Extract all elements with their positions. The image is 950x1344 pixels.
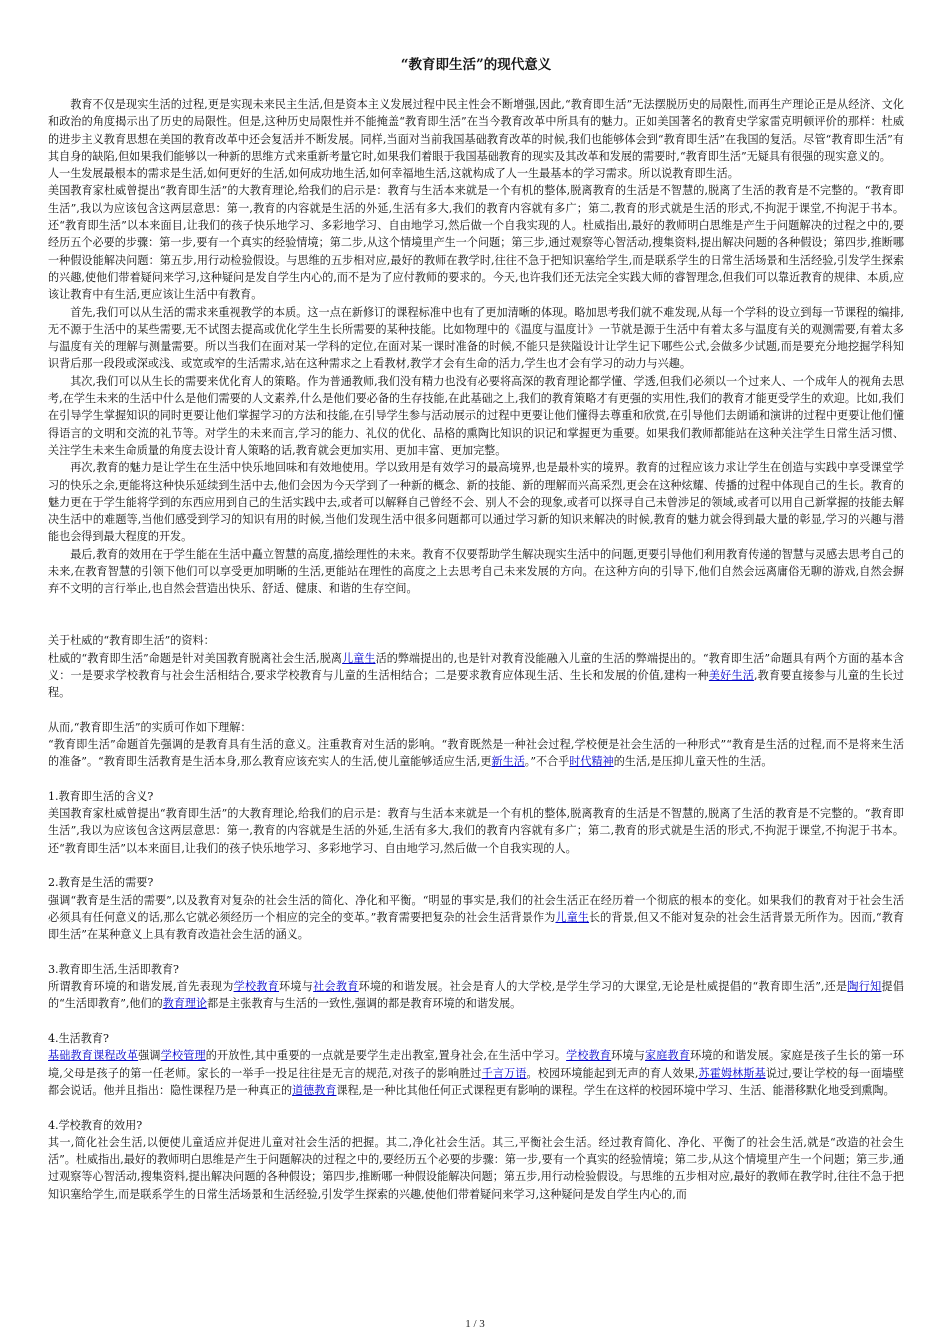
q1-body: 美国教育家杜威曾提出“教育即生活”的大教育理论,给我们的启示是：教育与生活本来就是一个有机的整体,脱离教育的生活是不智慧的,脱离了生活的教育是不完整的。“教育即生活”,我以为应该包含这两层意思：第一,教育的内容就是生活的外延,生活有多大,我们的教育内容就有多广；第二,教育的形式就是生活的形式,不拘泥于课堂,不拘泥于书本。还“教育即生活”以本来面目,让我们的孩子快乐地学习、多彩地学习、自由地学习,然后做一个自我实现的人。 (48, 807, 904, 855)
reference-heading: 关于杜威的“教育即生活”的资料： (48, 634, 215, 648)
q4-body: 基础教育课程改革强调学校管理的开放性,其中重要的一点就是要学生走出教室,置身社会,在生活中学习。学校教育环境与家庭教育环境的和谐发展。家庭是孩子生长的第一环境,父母是孩子的第一任老师。家长的一举手一投足往往是无言的规范,对孩子的影响胜过千言万语。校园环境能起到无声的育人效果,苏霍姆林斯基说过,要让学校的每一面墙壁都会说话。他并且指出：隐性课程乃是一种真正的道德教育课程,是一种比其他任何正式课程更有影响的课程。学生在这样的校园环境中学习、生活、能潜移默化地受到熏陶。 (48, 1049, 904, 1097)
body-paragraph-intro: 教育不仅是现实生活的过程,更是实现未来民主生活,但是资本主义发展过程中民主性会不断增强,因此,“教育即生活”无法摆脱历史的局限性,而再生产理论正是从经济、文化和政治的角度揭示出了历史的局限性。但是,这种历史局限性并不能掩盖“教育即生活”在当今教育改革中所具有的魅力。正如美国著名的教育史学家雷克明顿评价的那样：杜威的进步主义教育思想在美国的教育改革中还会复活并不断发展。同样,当面对当前我国基础教育改革的时候,我们也能够体会到“教育即生活”在我国的复活。尽管“教育即生活”有其自身的缺陷,但如果我们能够以一种新的思维方式来重新考量它时,如果我们着眼于我国基础教育的现实及其改革和发展的需要时,“教育即生活”无疑具有很强的现实意义的。 (48, 98, 904, 163)
link-school-management[interactable]: 学校管理 (160, 1049, 206, 1063)
link-new-life[interactable]: 新生活 (491, 755, 525, 769)
page-number: 1 / 3 (465, 1318, 485, 1330)
link-tao-xingzhi[interactable]: 陶行知 (847, 980, 882, 994)
body-paragraph-dewey: 美国教育家杜威曾提出“教育即生活”的大教育理论,给我们的启示是：教育与生活本来就是一个有机的整体,脱离教育的生活是不智慧的,脱离了生活的教育是不完整的。“教育即生活”,我以为应该包含这两层意思：第一,教育的内容就是生活的外延,生活有多大,我们的教育内容就有多广；第二,教育的形式就是生活的形式,不拘泥于课堂,不拘泥于书本。还“教育即生活”以本来面目,让我们的孩子快乐地学习、多彩地学习、自由地学习,然后做一个自我实现的人。杜威指出,最好的教师明白思维是产生于问题解决的过程之中的,要经历五个必要的步骤：第一步,要有一个真实的经验情境；第二步,从这个情境里产生一个问题；第三步,通过观察等心智活动,搜集资料,提出解决问题的各种假设；第四步,推断哪一种假设能解决问题：第五步,用行动检验假设。与思维的五步相对应,最好的教师在教学时,往往不急于把知识塞给学生,而是联系学生的日常生活场景和生活经验,引发学生探索的兴趣,使他们带着疑问来学习,这种疑问是发自学生内心的,而不是为了应付教师的要求的。今天,也许我们还无法完全实践大师的睿智理念,但我们可以靠近教育的规律、本质,应该让教育中有生活,更应该让生活中有教育。 (48, 184, 904, 302)
essence-paragraph: “教育即生活”命题首先强调的是教育具有生活的意义。注重教育对生活的影响。“教育既然是一种社会过程,学校便是社会生活的一种形式”“教育是生活的过程,而不是将来生活的准备”。“教育即生活教育是生活本身,那么教育应该充实人的生活,使儿童能够适应生活,更新生活。”不合乎时代精神的生活,是压抑儿童天性的生活。 (48, 737, 904, 769)
link-good-life[interactable]: 美好生活 (708, 668, 754, 682)
body-paragraph-second: 其次,我们可以从生长的需要来优化育人的策略。作为普通教师,我们没有精力也没有必要将高深的教育理论都学懂、学透,但我们必须以一个过来人、一个成年人的视角去思考,在学生未来的生活中什么是他们需要的人文素养,什么是他们要必备的生存技能,在此基础之上,我们的教育策略才有更强的实用性,我们的教育才能更受学生的欢迎。比如,我们在引导学生掌握知识的同时更要让他们掌握学习的方法和技能,在引导学生参与活动展示的过程中更要让他们懂得去尊重和欣赏,在引导他们去朗诵和演讲的过程中更要让他们懂得语言的文明和交流的礼节等。对学生的未来而言,学习的能力、礼仪的优化、品格的熏陶比知识的识记和掌握更为重要。如果我们教师都能站在这种关注学生日常生活习惯、关注学生未来生命质量的角度去设计育人策略的话,教育就会更加实用、更加丰富、更加完整。 (48, 374, 904, 457)
q5-heading: 4.学校教育的效用? (48, 1118, 143, 1132)
document-page (48, 0, 904, 1344)
link-sukhomlinsky[interactable]: 苏霍姆林斯基 (698, 1066, 766, 1080)
link-education-theory[interactable]: 教育理论 (162, 997, 208, 1011)
q3-heading: 3.教育即生活,生活即教育? (48, 962, 179, 976)
reference-paragraph: 杜威的“教育即生活”命题是针对美国教育脱离社会生活,脱离儿童生活的弊端提出的,也是针对教育没能融入儿童的生活的弊端提出的。“教育即生活”命题具有两个方面的基本含义：一是要求学校教育与社会生活相结合,要求学校教育与儿童的生活相结合；二是要求教育应体现生活、生长和发展的价值,建构一种美好生活,教育要直接参与儿童的生长过程。 (48, 651, 904, 700)
q2-heading: 2.教育是生活的需要? (48, 876, 154, 890)
link-spirit-of-times[interactable]: 时代精神 (569, 755, 614, 769)
link-child-growth-2[interactable]: 儿童生 (555, 910, 590, 924)
link-curriculum-reform[interactable]: 基础教育课程改革 (48, 1049, 139, 1063)
q2-body: 强调“教育是生活的需要”,以及教育对复杂的社会生活的简化、净化和平衡。“明显的事实是,我们的社会生活正在经历着一个彻底的根本的变化。如果我们的教育对于社会生活必须具有任何意义的话,那么它就必须经历一个相应的完全的变革。”教育需要把复杂的社会生活背景作为儿童生长的背景,但又不能对复杂的社会生活背景无所作为。因而,“教育即生活”在某种意义上具有教育改造社会生活的涵义。 (48, 893, 904, 942)
essence-heading: 从而,“教育即生活”的实质可作如下理解： (48, 720, 252, 734)
q4-heading: 4.生活教育? (48, 1032, 109, 1046)
link-moral-education[interactable]: 道德教育 (292, 1083, 337, 1097)
link-thousand-words[interactable]: 千言万语 (481, 1066, 527, 1080)
link-family-education[interactable]: 家庭教育 (645, 1049, 691, 1063)
link-social-education[interactable]: 社会教育 (313, 980, 359, 994)
body-paragraph-third: 再次,教育的魅力是让学生在生活中快乐地回味和有效地使用。学以致用是有效学习的最高境界,也是最朴实的境界。教育的过程应该力求让学生在创造与实践中享受课堂学习的快乐之余,更能将这种快乐延续到生活中去,他们会因为今天学到了一种新的概念、新的技能、新的理解而兴高采烈,更会在这种炫耀、传播的过程中体现自己的生长。教育的魅力更在于学生能将学到的东西应用到自己的生活实践中去,或者可以解释自己曾经不会、别人不会的现象,或者可以探寻自己未曾涉足的领域,或者可以用自己新掌握的技能去解决生活中的难题等,当他们感受到学习的知识有用的时候,当他们发现生活中很多问题都可以通过学习新的知识来解决的时候,教育的魅力就会得到最大量的彰显,学习的兴趣与潜能也会得到最大程度的开发。 (48, 461, 904, 544)
link-school-education-2[interactable]: 学校教育 (566, 1049, 612, 1063)
body-paragraph-need: 人一生发展最根本的需求是生活,如何更好的生活,如何成功地生活,如何幸福地生活,这就构成了人一生最基本的学习需求。所以说教育即生活。 (48, 167, 739, 181)
q5-body: 其一,简化社会生活,以便使儿童适应并促进儿童对社会生活的把握。其二,净化社会生活。其三,平衡社会生活。经过教育简化、净化、平衡了的社会生活,就是“改造的社会生活”。杜威指出,最好的教师明白思维是产生于问题解决的过程之中的,要经历五个必要的步骤：第一步,要有一个真实的经验情境；第二步,从这个情境里产生一个问题；第三步,通过观察等心智活动,搜集资料,提出解决问题的各种假设；第四步,推断哪一种假设能解决问题；第五步,用行动检验假设。与思维的五步相对应,最好的教师在教学时,往往不急于把知识塞给学生,而是联系学生的日常生活场景和生活经验,引发学生探索的兴趣,使他们带着疑问来学习,这种疑问是发自学生内心的,而 (48, 1135, 904, 1201)
link-school-education[interactable]: 学校教育 (233, 980, 280, 994)
body-paragraph-last: 最后,教育的效用在于学生能在生活中矗立智慧的高度,描绘理性的未来。教育不仅要帮助学生解决现实生活中的问题,更要引导他们利用教育传递的智慧与灵感去思考自己的未来,在教育智慧的引领下他们可以享受更加明晰的生活,更能站在理性的高度之上去思考自己未来发展的方向。在这种方向的引导下,他们自然会远离庸俗无聊的游戏,自然会摒弃不文明的言行举止,也自然会营造出快乐、舒适、健康、和谐的生存空间。 (48, 547, 904, 596)
q3-body: 所谓教育环境的和谐发展,首先表现为学校教育环境与社会教育环境的和谐发展。社会是育人的大学校,是学生学习的大课堂,无论是杜威提倡的“教育即生活”,还是陶行知提倡的“生活即教育”,他们的教育理论都是主张教育与生活的一致性,强调的都是教育环境的和谐发展。 (48, 980, 904, 1011)
link-child-growth[interactable]: 儿童生 (342, 651, 376, 665)
body-paragraph-first: 首先,我们可以从生活的需求来重视教学的本质。这一点在新修订的课程标准中也有了更加清晰的体现。略加思考我们就不难发现,从每一个学科的设立到每一节课程的编排,无不源于生活中的某些需要,无不试图去提高或优化学生生长所需要的某种技能。比如物理中的《温度与温度计》一节就是源于生活中有着太多与温度有关的观测需要,有着太多与温度有关的理解与测量需要。所以当我们在面对某一学科的定位,在面对某一课时准备的时候,不能只是狭隘设计让学生记下哪些公式,会做多少试题,而是要充分地挖掘学科知识背后那一段段或深或浅、或宽或窄的生活需求,站在这种需求之上看教材,教学才会有生命的活力,学生也才会有学习的动力与兴趣。 (48, 305, 904, 371)
q1-heading: 1.教育即生活的含义? (48, 789, 154, 803)
document-title: “教育即生活”的现代意义 (400, 57, 552, 73)
section-spacer (48, 598, 904, 633)
